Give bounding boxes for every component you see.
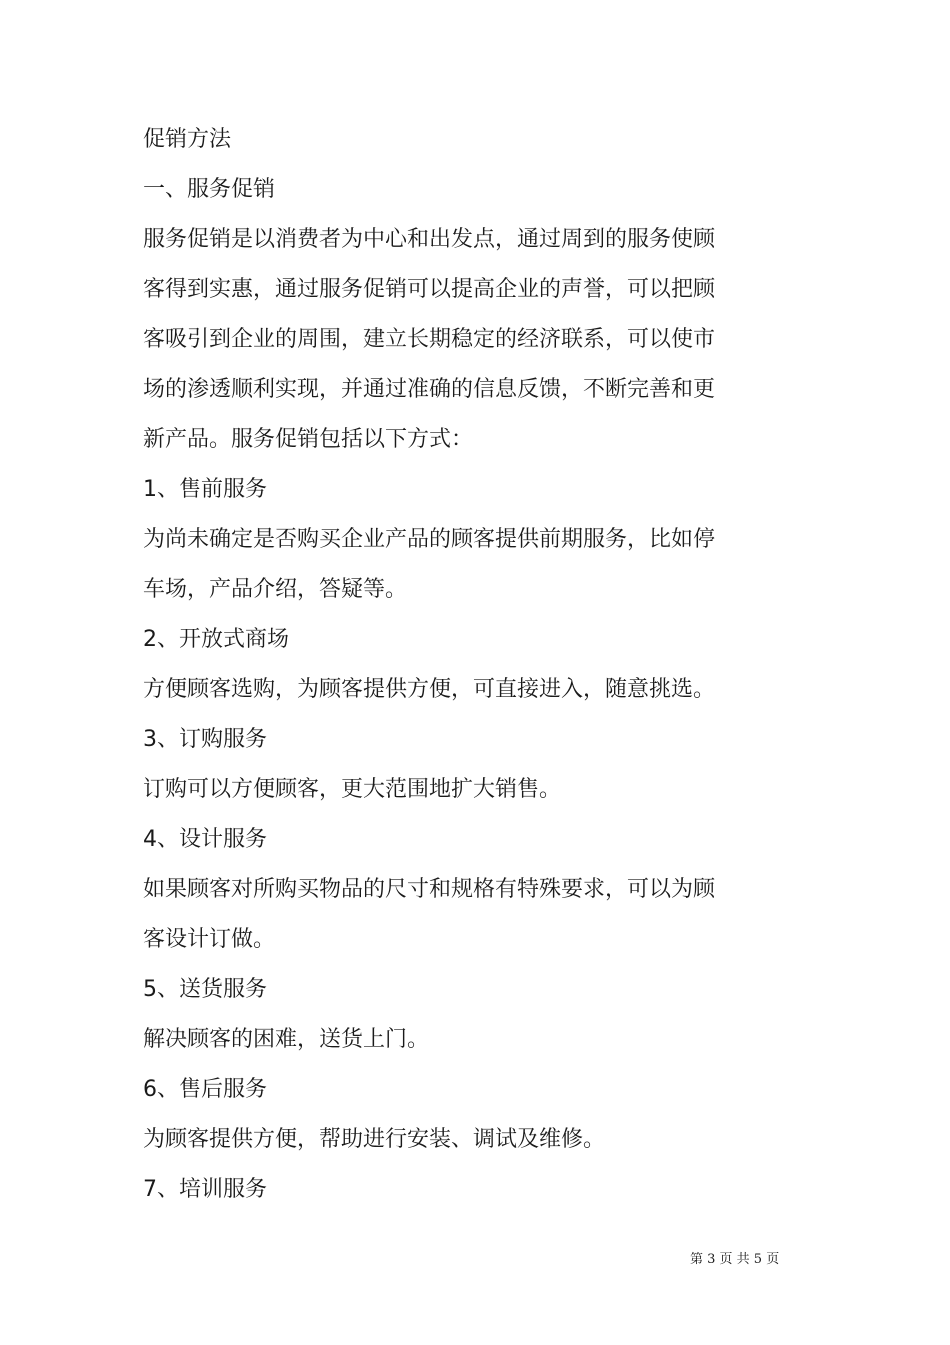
paragraph-line: 服务促销是以消费者为中心和出发点，通过周到的服务使顾 xyxy=(143,227,716,252)
page-number-footer: 第 3 页 共 5 页 xyxy=(690,1252,780,1267)
paragraph-line: 方便顾客选购，为顾客提供方便，可直接进入，随意挑选。 xyxy=(143,677,716,702)
paragraph-line: 为尚未确定是否购买企业产品的顾客提供前期服务，比如停 xyxy=(143,527,716,552)
item-heading: 1、售前服务 xyxy=(143,477,267,502)
paragraph-line: 解决顾客的困难，送货上门。 xyxy=(143,1027,430,1052)
document-body xyxy=(143,115,743,1215)
item-heading: 7、培训服务 xyxy=(143,1177,267,1202)
item-heading: 6、售后服务 xyxy=(143,1077,267,1102)
item-heading: 3、订购服务 xyxy=(143,727,267,752)
paragraph-line: 如果顾客对所购买物品的尺寸和规格有特殊要求，可以为顾 xyxy=(143,877,716,902)
paragraph-line: 新产品。服务促销包括以下方式： xyxy=(143,427,474,452)
section-heading: 一、服务促销 xyxy=(143,177,276,202)
paragraph-line: 为顾客提供方便，帮助进行安装、调试及维修。 xyxy=(143,1127,606,1152)
paragraph-line: 场的渗透顺利实现，并通过准确的信息反馈，不断完善和更 xyxy=(143,377,716,402)
item-heading: 4、设计服务 xyxy=(143,827,267,852)
paragraph-line: 客设计订做。 xyxy=(143,927,276,952)
section-title: 促销方法 xyxy=(143,127,232,152)
item-heading: 5、送货服务 xyxy=(143,977,267,1002)
paragraph-line: 订购可以方便顾客，更大范围地扩大销售。 xyxy=(143,777,562,802)
paragraph-line: 客得到实惠，通过服务促销可以提高企业的声誉，可以把顾 xyxy=(143,277,716,302)
paragraph-line: 客吸引到企业的周围，建立长期稳定的经济联系，可以使市 xyxy=(143,327,716,352)
item-heading: 2、开放式商场 xyxy=(143,627,289,652)
paragraph-line: 车场，产品介绍，答疑等。 xyxy=(143,577,408,602)
